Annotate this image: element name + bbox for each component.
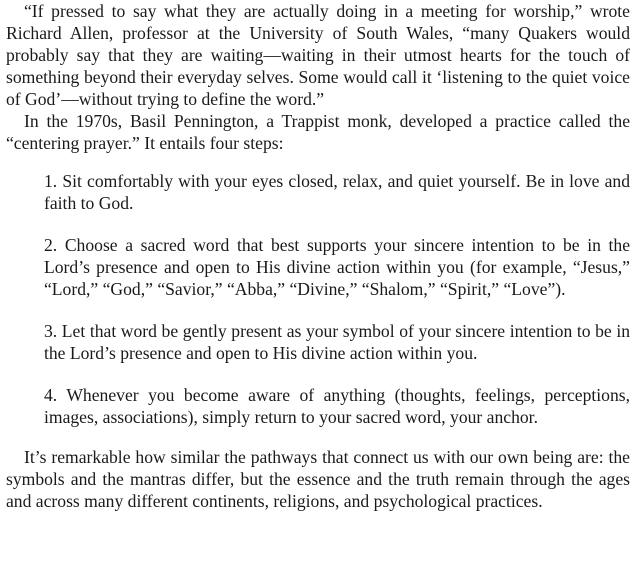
spacer: [6, 428, 630, 446]
quote-paragraph: “If pressed to say what they are actually doing in a meeting for worship,” wrote Richard Allen, professor at the University of South Wales, “many Quakers would probably say that they are waiting—waiting in their utmost hearts for the touch of something beyond their everyday selves. Some would call it ‘listening to the quiet voice of God’—without trying to define the word.”: [6, 1, 630, 109]
intro-paragraph: In the 1970s, Basil Pennington, a Trappist monk, developed a practice called the “centering prayer.” It entails four steps:: [6, 111, 630, 153]
step-item-1: 1. Sit comfortably with your eyes closed, relax, and quiet yourself. Be in love and faith to God.: [44, 171, 630, 213]
document-page: [6, 0, 630, 512]
spacer: [6, 300, 630, 320]
spacer: [6, 214, 630, 234]
spacer: [6, 364, 630, 384]
steps-list: [6, 170, 630, 428]
step-item-2: 2. Choose a sacred word that best supports your sincere intention to be in the Lord’s presence and open to His divine action within you (for example, “Jesus,” “Lord,” “God,” “Savior,” “Abba,” “Divine,” “Shalom,” “Spirit,” “Love”).: [44, 235, 630, 299]
spacer: [6, 154, 630, 170]
closing-paragraph: It’s remarkable how similar the pathways that connect us with our own being are: the symbols and the mantras differ, but the essence and the truth remain through the ages and across many different continents, religions, and psychological practices.: [6, 447, 630, 511]
step-item-4: 4. Whenever you become aware of anything (thoughts, feelings, perceptions, images, associations), simply return to your sacred word, your anchor.: [44, 385, 630, 427]
step-item-3: 3. Let that word be gently present as your symbol of your sincere intention to be in the Lord’s presence and open to His divine action within you.: [44, 321, 630, 363]
